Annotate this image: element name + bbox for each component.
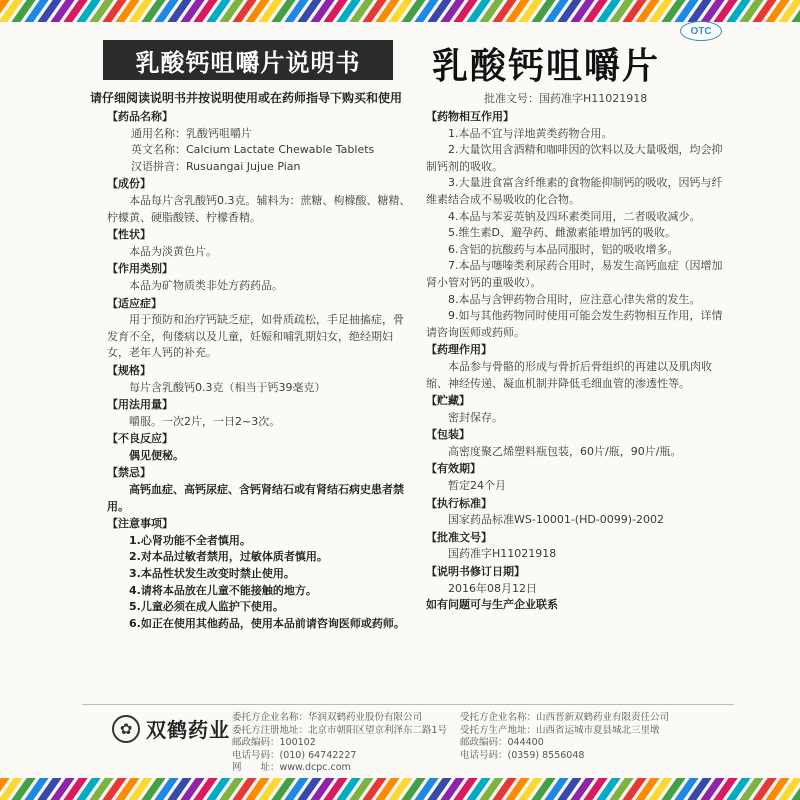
pinyin-name: 汉语拼音：Rusuangai Jujue Pian bbox=[131, 159, 301, 173]
reading-instruction: 请仔细阅读说明书并按说明使用或在药师指导下购买和使用 bbox=[90, 91, 403, 105]
section-heading: 【作用类别】 bbox=[107, 262, 173, 276]
interaction-item: 5.维生素D、避孕药、雌激素能增加钙的吸收。 bbox=[448, 226, 676, 240]
dosage-text: 嚼服。一次2片，一日2~3次。 bbox=[129, 414, 281, 428]
section-heading: 【适应症】 bbox=[107, 296, 162, 310]
validity-text: 暂定24个月 bbox=[448, 479, 506, 493]
section-heading: 【不良反应】 bbox=[107, 432, 173, 446]
contact-note: 如有问题可与生产企业联系 bbox=[426, 598, 558, 612]
bottom-rainbow-stripes bbox=[0, 778, 800, 800]
caution-item: 4.请将本品放在儿童不能接触的地方。 bbox=[129, 583, 317, 597]
caution-item: 3.本品性状发生改变时禁止使用。 bbox=[129, 567, 295, 581]
section-heading: 【包装】 bbox=[426, 428, 470, 442]
interaction-item: 6.含铝的抗酸药与本品同服时，铝的吸收增多。 bbox=[448, 242, 679, 256]
section-heading: 【药物相互作用】 bbox=[426, 110, 514, 123]
section-heading: 【说明书修订日期】 bbox=[426, 565, 525, 579]
english-name: 英文名称：Calcium Lactate Chewable Tablets bbox=[131, 143, 375, 157]
category-text: 本品为矿物质类非处方药药品。 bbox=[129, 278, 283, 292]
storage-text: 密封保存。 bbox=[448, 410, 503, 424]
entrusted-party-info bbox=[460, 712, 669, 762]
footer-line: 受托方企业名称：山西晋新双鹤药业有限责任公司 bbox=[460, 712, 670, 723]
section-heading: 【有效期】 bbox=[426, 462, 481, 476]
section-heading: 【规格】 bbox=[107, 363, 151, 377]
leaflet-title: 乳酸钙咀嚼片说明书 bbox=[103, 40, 393, 80]
section-heading: 【执行标准】 bbox=[426, 496, 492, 510]
contraindications-text: 高钙血症、高钙尿症、含钙肾结石或有肾结石病史患者禁用。 bbox=[107, 483, 404, 513]
approval-number: 国药准字H11021918 bbox=[448, 547, 557, 561]
interaction-item: 3.大量进食富含纤维素的食物能抑制钙的吸收，因钙与纤维素结合成不易吸收的化合物。 bbox=[426, 176, 723, 206]
approval-number-top: 批准文号：国药准字H11021918 bbox=[484, 92, 648, 105]
interaction-item: 1.本品不宜与洋地黄类药物合用。 bbox=[448, 126, 613, 140]
top-rainbow-stripes bbox=[0, 0, 800, 22]
section-heading: 【用法用量】 bbox=[107, 398, 173, 412]
caution-item: 6.如正在使用其他药品，使用本品前请咨询医师或药师。 bbox=[129, 616, 405, 630]
caution-item: 5.儿童必须在成人监护下使用。 bbox=[129, 600, 284, 614]
adverse-reactions-text: 偶见便秘。 bbox=[129, 448, 184, 462]
indications-text: 用于预防和治疗钙缺乏症，如骨质疏松，手足抽搐症，骨发育不全，佝偻病以及儿童，妊娠和哺乳期妇女，绝经期妇女，老年人钙的补充。 bbox=[107, 313, 404, 360]
composition-text: 本品每片含乳酸钙0.3克。辅料为：蔗糖、枸橼酸、糖精、柠檬黄、硬脂酸镁、柠檬香精。 bbox=[107, 193, 411, 224]
crane-icon: ✿ bbox=[112, 715, 140, 743]
pharmacology-text: 本品参与骨骼的形成与骨折后骨组织的再建以及肌肉收缩、神经传递、凝血机制并降低毛细血管的渗透性等。 bbox=[426, 359, 712, 390]
product-title: 乳酸钙咀嚼片 bbox=[432, 46, 661, 87]
generic-name: 通用名称：乳酸钙咀嚼片 bbox=[131, 126, 252, 140]
footer-line: 邮政编码：100102 bbox=[232, 737, 316, 748]
caution-item: 1.心肾功能不全者慎用。 bbox=[129, 533, 251, 547]
right-column bbox=[426, 108, 732, 614]
footer-line: 委托方企业名称：华润双鹤药业股份有限公司 bbox=[232, 712, 423, 723]
entrusting-party-info bbox=[232, 712, 447, 775]
otc-badge: OTC bbox=[680, 21, 722, 41]
package-text: 高密度聚乙烯塑料瓶包装，60片/瓶，90片/瓶。 bbox=[448, 444, 682, 458]
interaction-item: 7.本品与噻嗪类利尿药合用时，易发生高钙血症（因增加肾小管对钙的重吸收）。 bbox=[426, 259, 723, 289]
interaction-item: 9.如与其他药物同时使用可能会发生药物相互作用，详情请咨询医师或药师。 bbox=[426, 309, 723, 339]
footer-line: 电话号码：(0359) 8556048 bbox=[460, 749, 585, 761]
section-heading: 【药理作用】 bbox=[426, 343, 492, 357]
footer-line: 受托方生产地址：山西省运城市夏县城北三里墩 bbox=[460, 724, 660, 736]
specification-text: 每片含乳酸钙0.3克（相当于钙39毫克） bbox=[129, 380, 326, 394]
caution-item: 2.对本品过敏者禁用，过敏体质者慎用。 bbox=[129, 550, 328, 564]
revision-date: 2016年08月12日 bbox=[448, 581, 537, 595]
footer-line: 电话号码：(010) 64742227 bbox=[232, 749, 357, 761]
standard-text: 国家药品标准WS-10001-(HD-0099)-2002 bbox=[448, 513, 665, 527]
interaction-item: 2.大量饮用含酒精和咖啡因的饮料以及大量吸烟，均会抑制钙剂的吸收。 bbox=[426, 143, 723, 173]
footer-line: 委托方注册地址：北京市朝阳区望京利泽东二路1号 bbox=[232, 724, 448, 736]
interaction-item: 4.本品与苯妥英钠及四环素类同用，二者吸收减少。 bbox=[448, 209, 701, 223]
footer-divider bbox=[82, 704, 734, 705]
logo-text: 双鹤药业 bbox=[146, 718, 230, 742]
left-column bbox=[107, 108, 412, 632]
section-heading: 【药品名称】 bbox=[107, 110, 173, 123]
footer-line: 网 址：www.dcpc.com bbox=[232, 762, 351, 773]
interaction-item: 8.本品与含钾药物合用时，应注意心律失常的发生。 bbox=[448, 292, 701, 306]
footer-line: 邮政编码：044400 bbox=[460, 737, 544, 748]
section-heading: 【成份】 bbox=[107, 177, 151, 191]
section-heading: 【注意事项】 bbox=[107, 517, 173, 531]
description-text: 本品为淡黄色片。 bbox=[129, 244, 217, 258]
section-heading: 【批准文号】 bbox=[426, 530, 492, 544]
company-logo bbox=[112, 714, 230, 743]
section-heading: 【贮藏】 bbox=[426, 394, 470, 408]
section-heading: 【禁忌】 bbox=[107, 466, 151, 480]
section-heading: 【性状】 bbox=[107, 228, 151, 242]
